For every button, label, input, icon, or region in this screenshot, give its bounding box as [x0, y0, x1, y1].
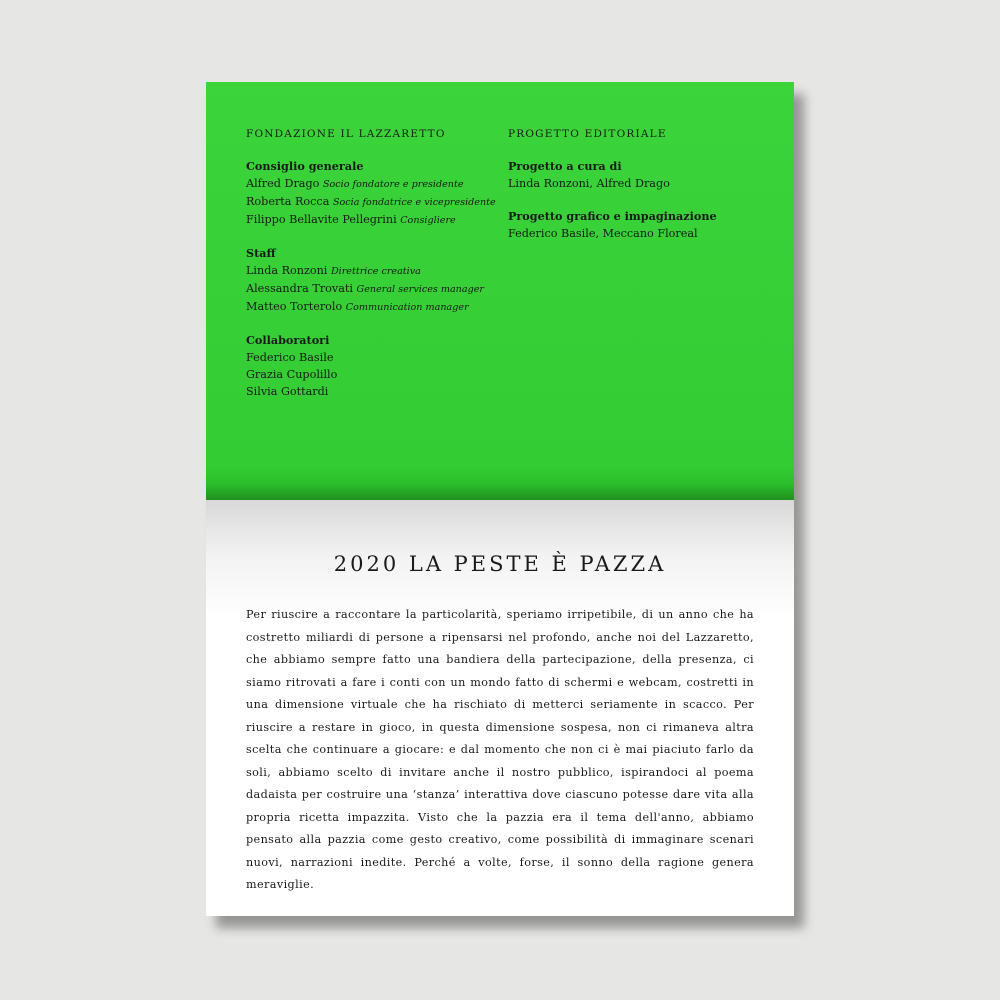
person-name: Alfred Drago [246, 177, 320, 190]
person-role: General services manager [356, 284, 484, 295]
person-role: Communication manager [345, 302, 469, 313]
consiglio-title: Consiglio generale [246, 159, 364, 173]
foundation-heading: FONDAZIONE IL LAZZARETTO [246, 128, 446, 140]
editorial-heading: PROGETTO EDITORIALE [508, 128, 667, 140]
credits-panel [206, 82, 794, 500]
person-name: Filippo Bellavite Pellegrini [246, 213, 397, 226]
person-name: Roberta Rocca [246, 195, 330, 208]
staff-title: Staff [246, 246, 276, 260]
progetto-group [508, 158, 758, 192]
person-name: Silvia Gottardi [246, 385, 329, 398]
person-name: Linda Ronzoni [246, 264, 328, 277]
editorial-column [508, 126, 758, 258]
person-name: Matteo Torterolo [246, 300, 343, 313]
article-body: Per riuscire a raccontare la particolarità, speriamo irripetibile, di un anno che ha costretto miliardi di persone a ripensarsi nel profondo, anche noi del Lazzaretto, che abbiamo sempre fatto una bandiera della partecipazione, della presenza, ci siamo ritrovati a fare i conti con un mondo fatto di schermi e webcam, costretti in una dimensione virtuale che ha rischiato di metterci seriamente in scacco. Per riuscire a restare in gioco, in questa dimensione sospesa, non ci rimaneva altra scelta che continuare a giocare: e dal momento che non ci è mai piaciuto farlo da soli, abbiamo scelto di invitare anche il nostro pubblico, ispirandoci al poema dadaista per costruire una ‘stanza’ interattiva dove ciascuno potesse dare vita alla propria ricetta impazzita. Visto che la pazzia era il tema dell'anno, abbiamo pensato alla pazzia come gesto creativo, come possibilità di immaginare scenari nuovi, narrazioni inedite. Perché a volte, forse, il sonno della ragione genera meraviglie. [246, 608, 754, 891]
person-role: Direttrice creativa [330, 266, 421, 277]
person-role: Consigliere [400, 215, 456, 226]
credit-line [246, 193, 496, 211]
credit-line [246, 175, 496, 193]
collaboratori-title: Collaboratori [246, 333, 330, 347]
person-name: Alessandra Trovati [246, 282, 353, 295]
credit-line [246, 298, 496, 316]
article-title: 2020 LA PESTE È PAZZA [333, 552, 667, 576]
staff-group [246, 245, 496, 316]
credit-line [246, 280, 496, 298]
progetto-title: Progetto a cura di [508, 159, 622, 173]
progetto-names: Linda Ronzoni, Alfred Drago [508, 177, 670, 190]
person-name: Grazia Cupolillo [246, 368, 338, 381]
person-role: Socia fondatrice e vicepresidente [332, 197, 496, 208]
credit-line [246, 262, 496, 280]
grafica-names: Federico Basile, Meccano Floreal [508, 227, 698, 240]
foundation-column [246, 126, 496, 416]
consiglio-group [246, 158, 496, 229]
person-role: Socio fondatore e presidente [322, 179, 464, 190]
grafica-group [508, 208, 758, 242]
grafica-title: Progetto grafico e impaginazione [508, 209, 717, 223]
person-name: Federico Basile [246, 351, 334, 364]
collaboratori-group [246, 332, 496, 400]
credit-line [246, 211, 496, 229]
brochure-page [206, 82, 794, 916]
